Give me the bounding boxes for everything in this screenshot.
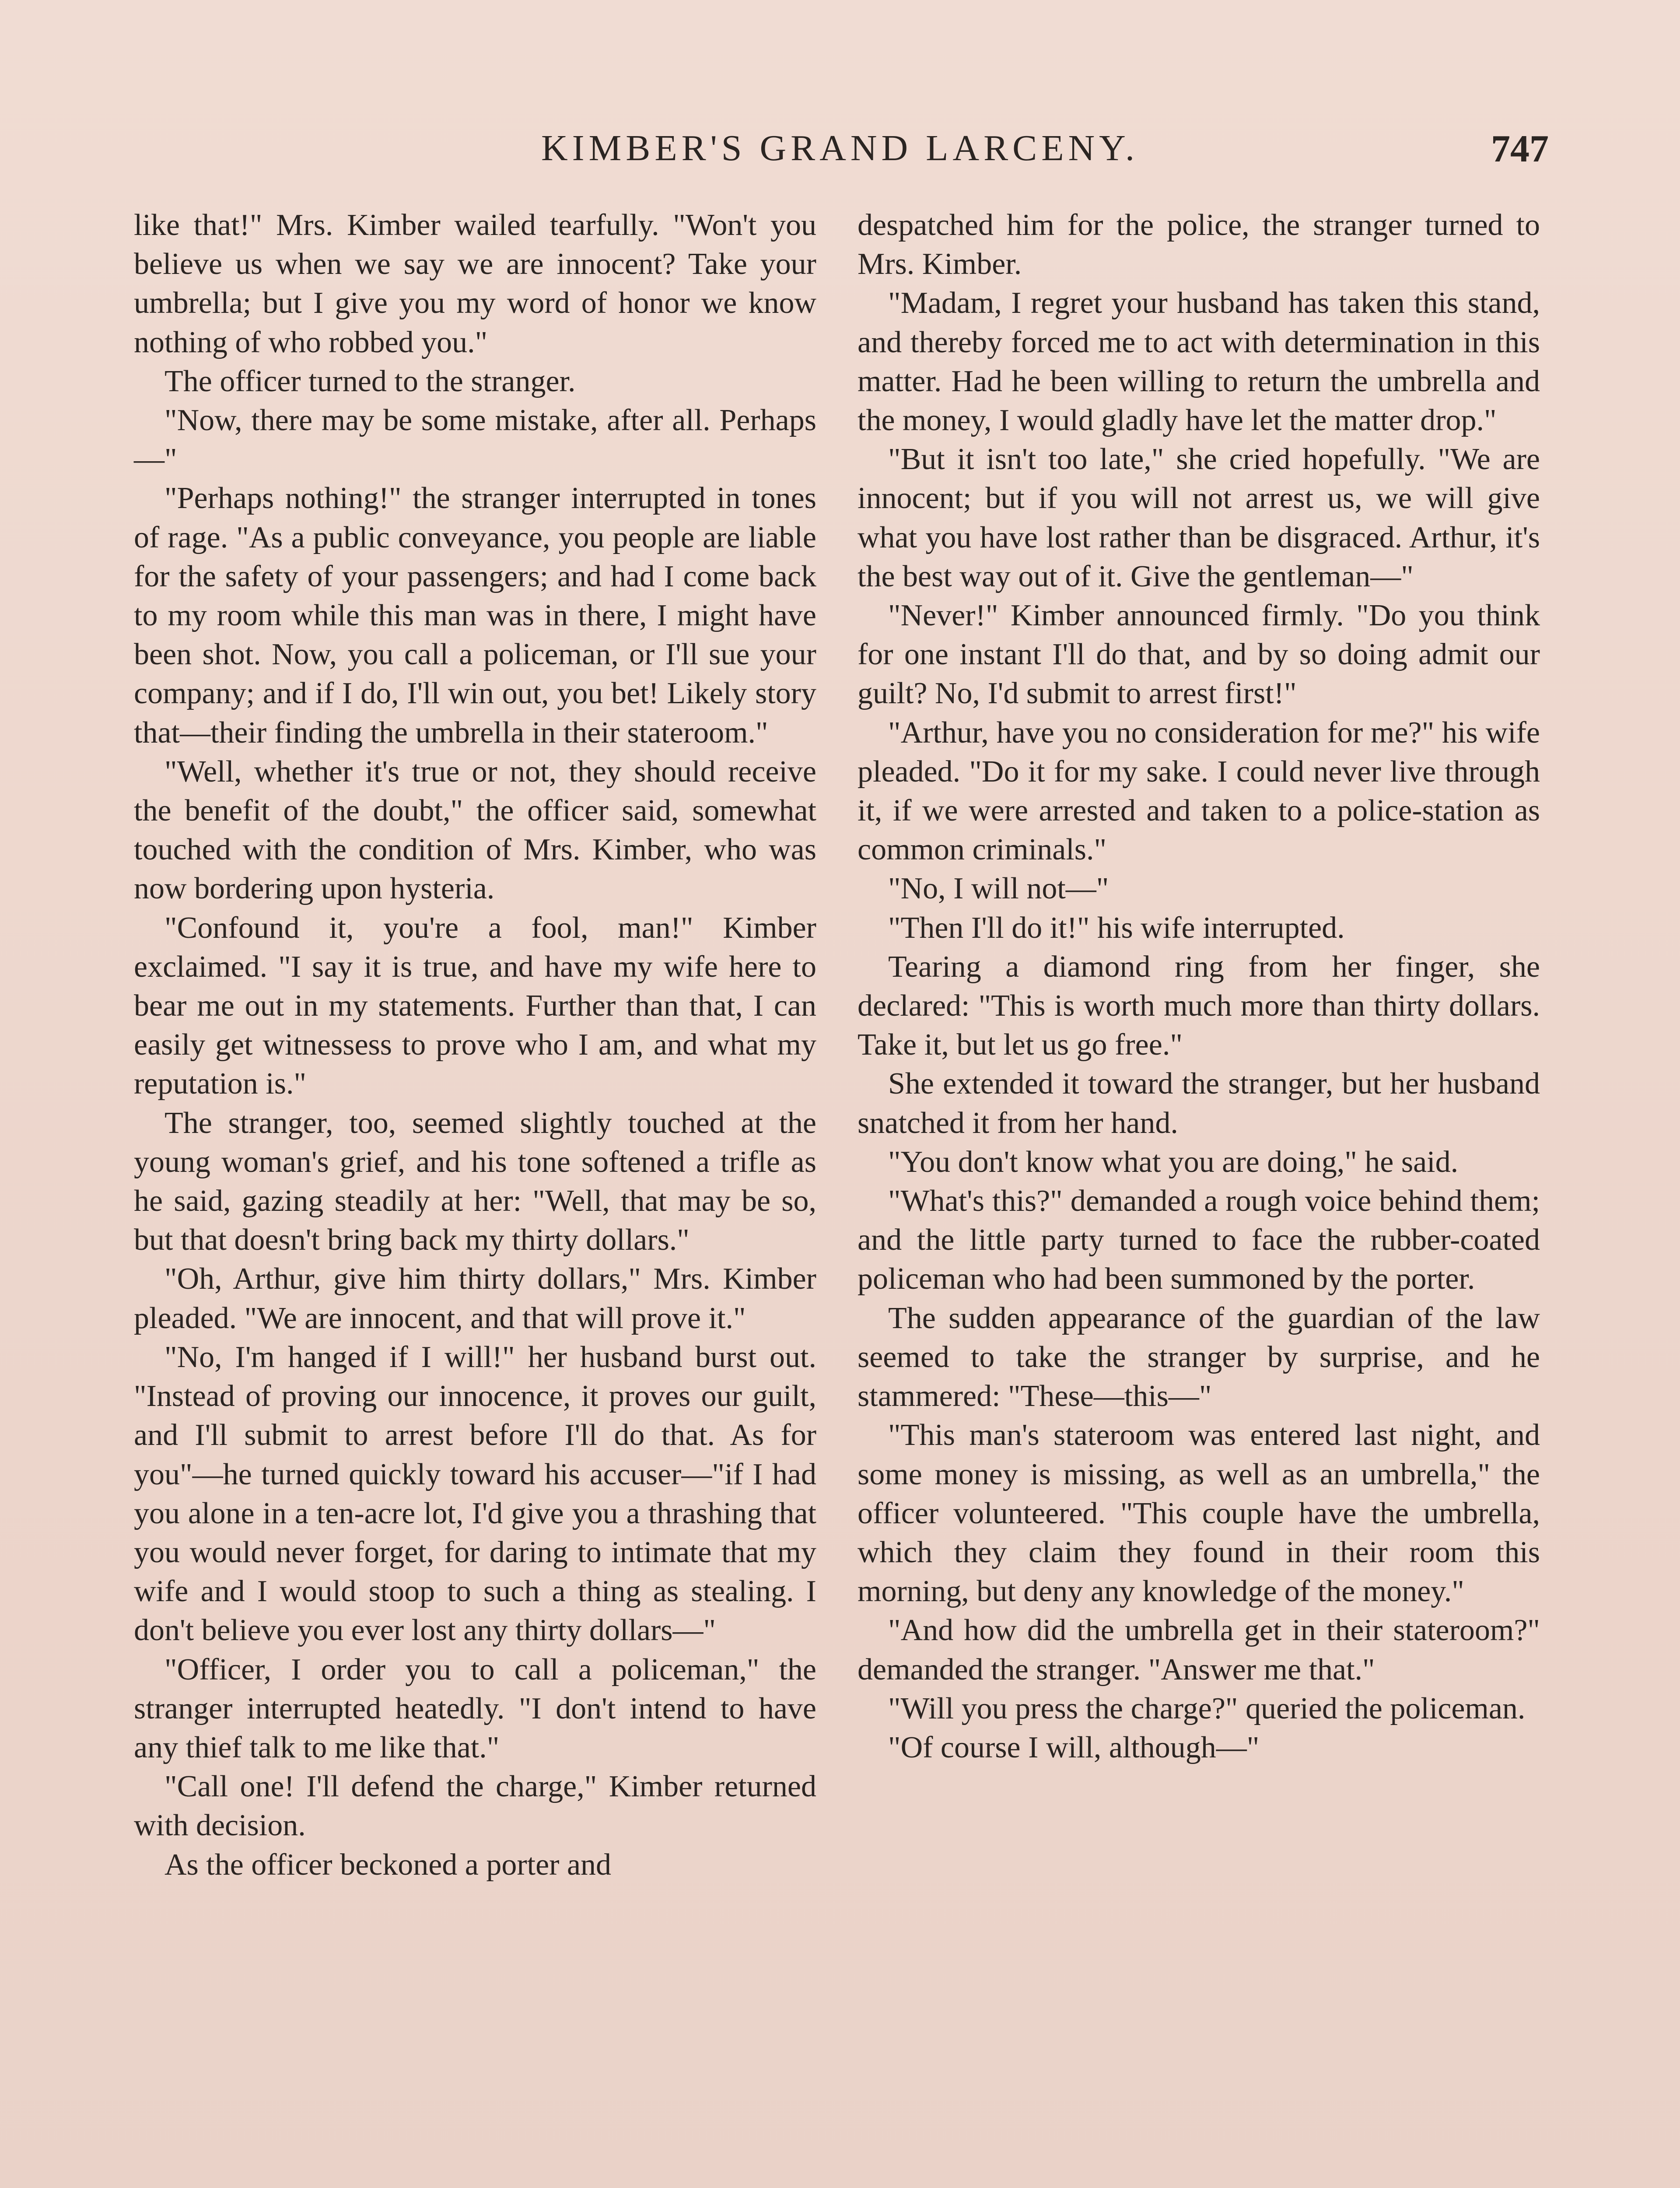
paragraph: "Then I'll do it!" his wife interrupted. — [888, 911, 1345, 945]
paragraph: The sudden appearance of the guardian of the law seemed to take the stranger by surprise, and he stammered: "These—this—" — [858, 1301, 1540, 1413]
paragraph: The officer turned to the stranger. — [164, 364, 576, 398]
paragraph: "You don't know what you are doing," he said. — [888, 1145, 1459, 1179]
paragraph: "No, I will not—" — [888, 872, 1109, 906]
paragraph: "But it isn't too late," she cried hopefully. "We are innocent; but if you will not arrest us, we will give what you have lost rather than be disgraced. Arthur, it's the best way out of it. Give the gentleman—" — [858, 442, 1540, 593]
paragraph: As the officer beckoned a porter and — [164, 1848, 612, 1882]
paragraph: "Never!" Kimber announced firmly. "Do you think for one instant I'll do that, and by so doing admit our guilt? No, I'd submit to arrest first!" — [858, 599, 1540, 711]
paragraph: "Madam, I regret your husband has taken this stand, and thereby forced me to act with determination in this matter. Had he been willing to return the umbrella and the money, I would gladly have let the matter drop." — [858, 286, 1540, 438]
page-header — [131, 127, 1549, 193]
paragraph: "This man's stateroom was entered last night, and some money is missing, as well as an umbrella," the officer volunteered. "This couple have the umbrella, which they claim they found in their room this morning, but deny any knowledge of the money." — [858, 1418, 1540, 1609]
paragraph: "Perhaps nothing!" the stranger interrupted in tones of rage. "As a public conveyance, you people are liable for the safety of your passengers; and had I come back to my room while this man was in there, I might have been shot. Now, you call a policeman, or I'll sue your company; and if I do, I'll win out, you bet! Likely story that—their finding the umbrella in their stateroom." — [134, 481, 816, 750]
paragraph: She extended it toward the stranger, but her husband snatched it from her hand. — [858, 1067, 1540, 1140]
paragraph: The stranger, too, seemed slightly touched at the young woman's grief, and his tone softened a trifle as he said, gazing steadily at her: "Well, that may be so, but that doesn't bring back my thirty dollars." — [134, 1106, 816, 1257]
paragraph: "Confound it, you're a fool, man!" Kimber exclaimed. "I say it is true, and have my wife here to bear me out in my statements. Further than that, I can easily get witnessess to prove who I am, and what my reputation is." — [134, 911, 816, 1101]
paragraph: "Arthur, have you no consideration for me?" his wife pleaded. "Do it for my sake. I could never live through it, if we were arrested and taken to a police-station as common criminals." — [858, 715, 1540, 867]
paragraph: "Call one! I'll defend the charge," Kimber returned with decision. — [134, 1770, 816, 1843]
right-column — [858, 206, 1540, 1767]
paragraph: "Now, there may be some mistake, after all. Perhaps—" — [134, 403, 816, 477]
paragraph: "Will you press the charge?" queried the policeman. — [888, 1691, 1526, 1725]
paragraph: "No, I'm hanged if I will!" her husband burst out. "Instead of proving our innocence, it proves our guilt, and I'll submit to arrest before I'll do that. As for you"—he turned quickly toward his accuser—"if I had you alone in a ten-acre lot, I'd give you a thrashing that you would never forget, for daring to intimate that my wife and I would stoop to such a thing as stealing. I don't believe you ever lost any thirty dollars—" — [134, 1340, 816, 1648]
paragraph: "And how did the umbrella get in their stateroom?" demanded the stranger. "Answer me that." — [858, 1613, 1540, 1687]
paragraph: Tearing a diamond ring from her finger, she declared: "This is worth much more than thirty dollars. Take it, but let us go free." — [858, 950, 1540, 1062]
left-column — [134, 206, 816, 1884]
paragraph: "Oh, Arthur, give him thirty dollars," Mrs. Kimber pleaded. "We are innocent, and that will prove it." — [134, 1262, 816, 1335]
page-number: 747 — [1491, 128, 1549, 170]
paragraph: like that!" Mrs. Kimber wailed tearfully. "Won't you believe us when we say we are innocent? Take your umbrella; but I give you my word of honor we know nothing of who robbed you." — [134, 208, 816, 359]
paragraph: "What's this?" demanded a rough voice behind them; and the little party turned to face the rubber-coated policeman who had been summoned by the porter. — [858, 1184, 1540, 1296]
paragraph: despatched him for the police, the stranger turned to Mrs. Kimber. — [858, 208, 1540, 281]
paragraph: "Well, whether it's true or not, they should receive the benefit of the doubt," the officer said, somewhat touched with the condition of Mrs. Kimber, who was now bordering upon hysteria. — [134, 754, 816, 906]
paragraph: "Of course I will, although—" — [888, 1730, 1260, 1764]
running-title: KIMBER'S GRAND LARCENY. — [541, 128, 1139, 168]
paragraph: "Officer, I order you to call a policeman," the stranger interrupted heatedly. "I don't intend to have any thief talk to me like that." — [134, 1652, 816, 1764]
